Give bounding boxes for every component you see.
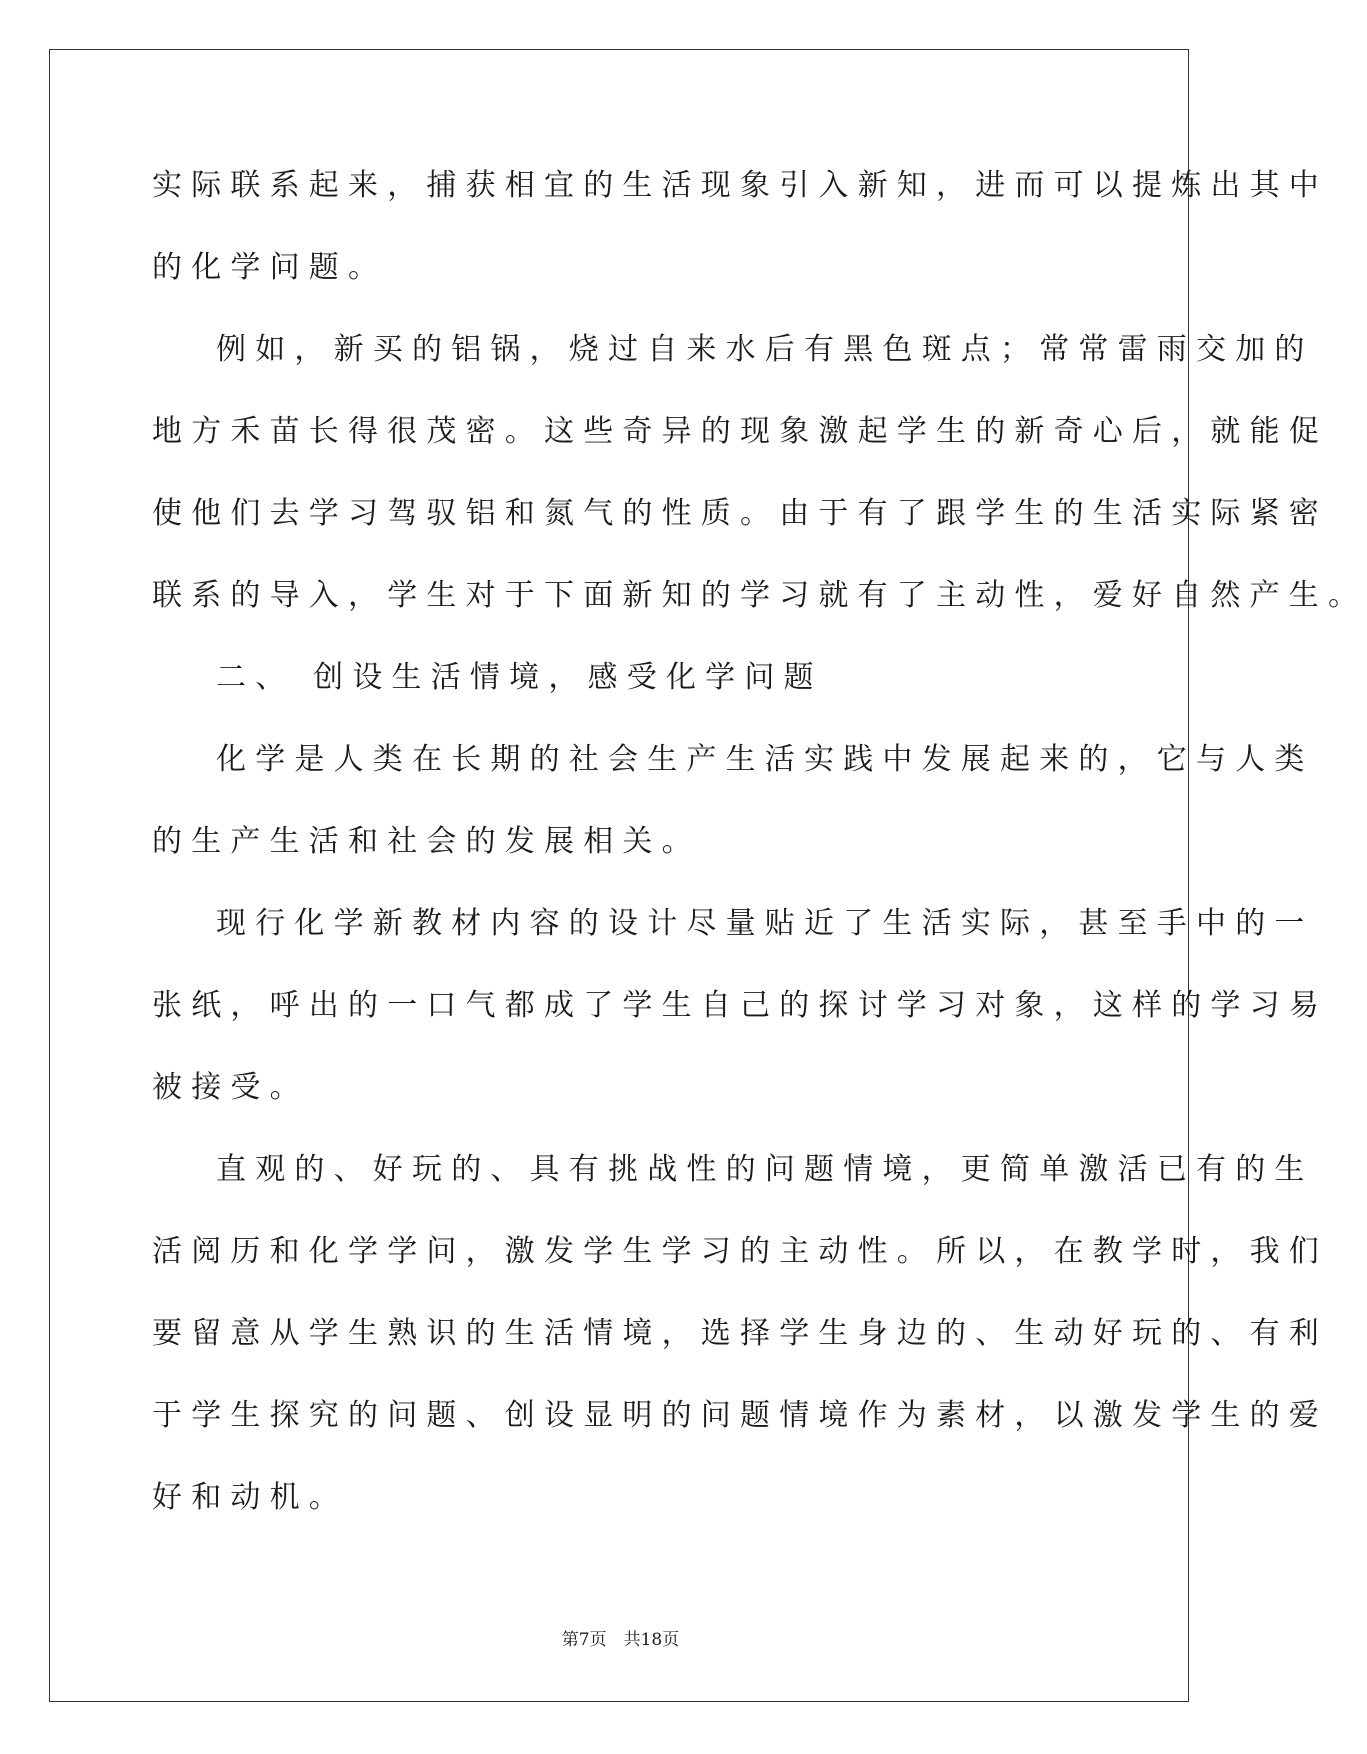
- text-line: 化学是人类在长期的社会生产生活实践中发展起来的，它与人类: [216, 742, 1314, 777]
- text-line: 实际联系起来，捕获相宜的生活现象引入新知，进而可以提炼出其中: [152, 168, 1328, 203]
- body-text: [152, 160, 1367, 1554]
- text-line: 于学生探究的问题、创设显明的问题情境作为素材，以激发学生的爱: [152, 1398, 1328, 1433]
- section-heading: 二、 创设生活情境，感受化学问题: [216, 660, 823, 695]
- text-line: 要留意从学生熟识的生活情境，选择学生身边的、生动好玩的、有利: [152, 1316, 1328, 1351]
- text-line: 的化学问题。: [152, 250, 388, 285]
- text-line: 现行化学新教材内容的设计尽量贴近了生活实际，甚至手中的一: [216, 906, 1314, 941]
- text-line: 使他们去学习驾驭铝和氮气的性质。由于有了跟学生的生活实际紧密: [152, 496, 1328, 531]
- text-line: 好和动机。: [152, 1480, 348, 1515]
- text-line: 例如，新买的铝锅，烧过自来水后有黑色斑点；常常雷雨交加的: [216, 332, 1314, 367]
- text-line: 地方禾苗长得很茂密。这些奇异的现象激起学生的新奇心后，就能促: [152, 414, 1328, 449]
- text-line: 被接受。: [152, 1070, 309, 1105]
- text-line: 活阅历和化学学问，激发学生学习的主动性。所以，在教学时，我们: [152, 1234, 1328, 1269]
- text-line: 联系的导入，学生对于下面新知的学习就有了主动性，爱好自然产生。: [152, 578, 1367, 613]
- text-line: 的生产生活和社会的发展相关。: [152, 824, 701, 859]
- text-line: 直观的、好玩的、具有挑战性的问题情境，更简单激活已有的生: [216, 1152, 1314, 1187]
- text-line: 张纸，呼出的一口气都成了学生自己的探讨学习对象，这样的学习易: [152, 988, 1328, 1023]
- page-number: 第7页 共18页: [561, 1630, 680, 1650]
